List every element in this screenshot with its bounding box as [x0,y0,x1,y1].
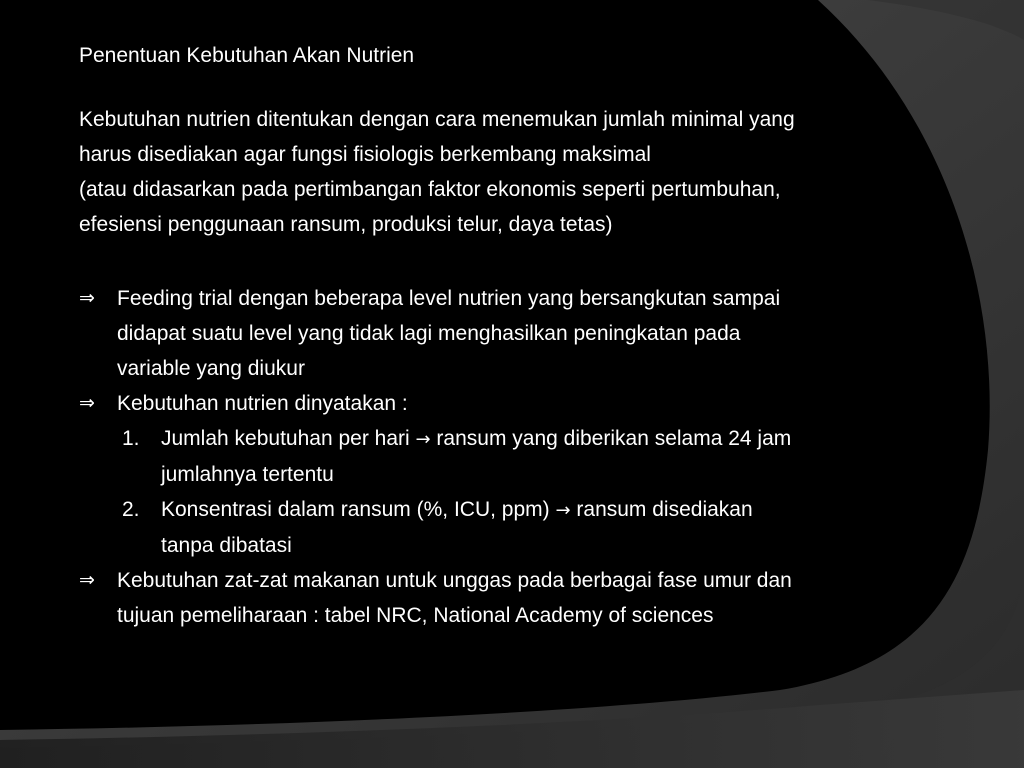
text-before-arrow: Konsentrasi dalam ransum (%, ICU, ppm) [161,498,556,521]
intro-paragraph [79,102,959,242]
numbered-line [161,421,959,457]
numbered-continuation: tanpa dibatasi [161,534,292,557]
text-before-arrow: Jumlah kebutuhan per hari [161,427,416,450]
item-number: 1. [122,427,140,450]
right-arrow-icon: → [415,429,431,450]
bullet-line: tujuan pemeliharaan : tabel NRC, National Academy of sciences [117,604,714,627]
right-arrow-icon: → [555,500,571,521]
bullet-line: Kebutuhan zat-zat makanan untuk unggas pada berbagai fase umur dan [117,569,792,592]
double-arrow-bullet-icon: ⇒ [79,569,95,591]
item-number: 2. [122,498,140,521]
bullet-line: Feeding trial dengan beberapa level nutrien yang bersangkutan sampai [117,287,781,310]
numbered-continuation: jumlahnya tertentu [161,463,334,486]
bullet-list [79,281,959,633]
text-after-arrow: ransum disediakan [570,498,753,521]
intro-line: Kebutuhan nutrien ditentukan dengan cara menemukan jumlah minimal yang [79,108,795,131]
double-arrow-bullet-icon: ⇒ [79,392,95,414]
slide-title: Penentuan Kebutuhan Akan Nutrien [79,44,415,67]
bullet-item-zat-makanan [79,563,959,633]
numbered-line [161,492,959,528]
numbered-item-2 [79,492,959,563]
numbered-item-1 [79,421,959,492]
bullet-line: didapat suatu level yang tidak lagi menghasilkan peningkatan pada [117,322,741,345]
bullet-item-kebutuhan-nutrien [79,386,959,421]
bullet-item-feeding-trial [79,281,959,386]
bullet-line: Kebutuhan nutrien dinyatakan : [117,392,408,415]
double-arrow-bullet-icon: ⇒ [79,287,95,309]
intro-line: efesiensi penggunaan ransum, produksi telur, daya tetas) [79,213,613,236]
intro-line: (atau didasarkan pada pertimbangan faktor ekonomis seperti pertumbuhan, [79,178,781,201]
intro-line: harus disediakan agar fungsi fisiologis berkembang maksimal [79,143,651,166]
bullet-line: variable yang diukur [117,357,305,380]
text-after-arrow: ransum yang diberikan selama 24 jam [430,427,792,450]
